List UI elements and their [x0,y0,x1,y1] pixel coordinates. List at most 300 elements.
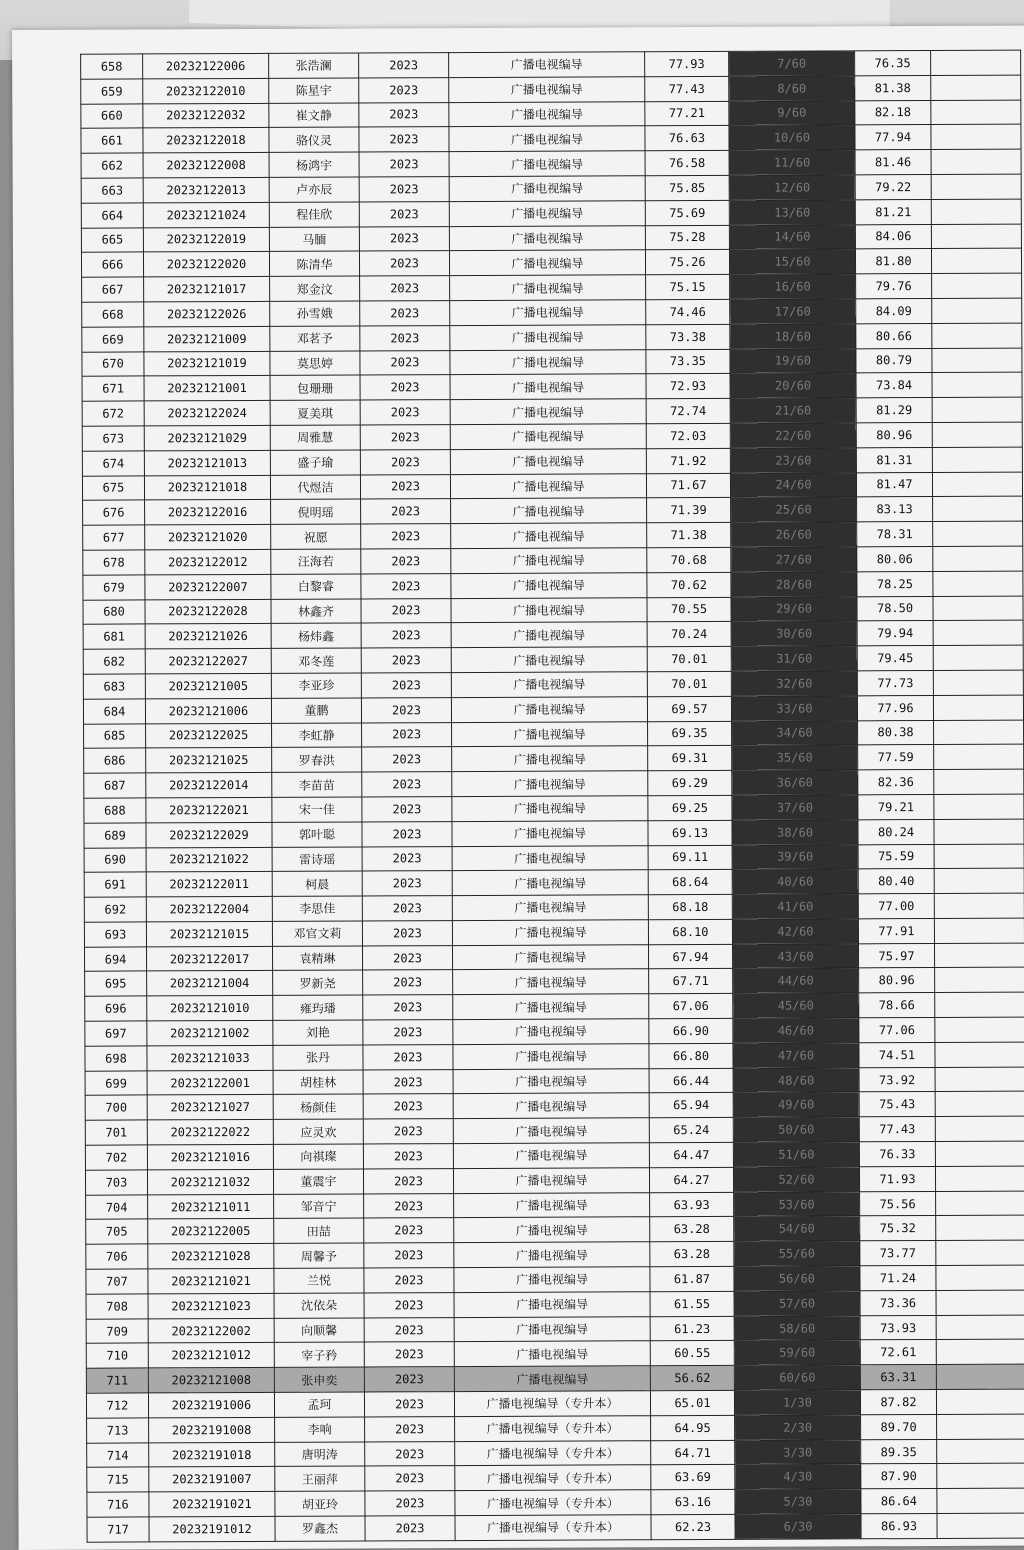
row-number-cell: 658 [81,54,143,79]
grade-year-cell: 2023 [363,970,453,995]
score-cell: 71.92 [646,448,730,473]
name-cell: 柯晨 [272,871,362,896]
major-cell: 广播电视编导 [449,151,645,177]
major-cell: 广播电视编导 [454,1316,650,1342]
score-cell: 70.01 [647,671,731,696]
rank-cell: 1/30 [734,1390,860,1415]
student-id-cell: 20232191012 [149,1516,275,1541]
empty-cell [933,571,1023,596]
total-score-cell: 77.91 [858,918,934,943]
student-id-cell: 20232121006 [145,698,271,723]
major-cell: 广播电视编导（专升本） [455,1440,651,1466]
name-cell: 周雅慧 [270,425,360,450]
row-number-cell: 696 [85,996,147,1021]
rank-cell: 16/60 [730,274,856,299]
rank-cell: 28/60 [731,572,857,597]
student-id-cell: 20232122027 [145,648,271,673]
total-score-cell: 76.35 [855,50,931,75]
name-cell: 倪明瑶 [271,499,361,524]
total-score-cell: 81.46 [855,150,931,175]
row-number-cell: 665 [81,228,143,253]
total-score-cell: 80.38 [858,720,934,745]
score-cell: 66.44 [649,1068,733,1093]
total-score-cell: 73.84 [856,373,932,398]
major-cell: 广播电视编导 [452,895,648,921]
row-number-cell: 662 [81,153,143,178]
student-id-cell: 20232191007 [149,1467,275,1492]
rank-cell: 21/60 [730,398,856,423]
row-number-cell: 671 [82,376,144,401]
empty-cell [934,844,1024,869]
grade-year-cell: 2023 [361,598,451,623]
student-id-cell: 20232121021 [148,1268,274,1293]
score-cell: 69.25 [648,795,732,820]
grade-year-cell: 2023 [360,375,450,400]
row-number-cell: 711 [86,1368,148,1393]
major-cell: 广播电视编导 [450,424,646,450]
grade-year-cell: 2023 [365,1466,455,1491]
total-score-cell: 81.21 [855,199,931,224]
row-number-cell: 678 [83,550,145,575]
major-cell: 广播电视编导 [451,672,647,698]
rank-cell: 48/60 [733,1067,859,1092]
grade-year-cell: 2023 [364,1268,454,1293]
row-number-cell: 685 [84,723,146,748]
major-cell: 广播电视编导 [454,1242,650,1268]
row-number-cell: 686 [84,748,146,773]
name-cell: 王丽萍 [275,1466,365,1491]
rank-cell: 41/60 [732,894,858,919]
major-cell: 广播电视编导 [449,225,645,251]
row-number-cell: 717 [87,1517,149,1542]
row-number-cell: 668 [82,302,144,327]
empty-cell [933,620,1023,645]
rank-cell: 24/60 [730,472,856,497]
score-cell: 77.21 [645,101,729,126]
total-score-cell: 87.82 [860,1390,936,1415]
name-cell: 袁精琳 [272,946,362,971]
name-cell: 李虹静 [272,722,362,747]
name-cell: 兰悦 [274,1268,364,1293]
grade-year-cell: 2023 [359,53,449,78]
name-cell: 骆仪灵 [269,127,359,152]
major-cell: 广播电视编导 [453,1093,649,1119]
row-number-cell: 669 [82,327,144,352]
grade-year-cell: 2023 [362,846,452,871]
total-score-cell: 78.66 [859,993,935,1018]
empty-cell [934,943,1024,968]
empty-cell [936,1315,1024,1340]
student-id-cell: 20232121005 [145,673,271,698]
name-cell: 孟珂 [274,1392,364,1417]
rank-cell: 35/60 [732,745,858,770]
rank-cell: 32/60 [731,671,857,696]
grade-year-cell: 2023 [361,623,451,648]
row-number-cell: 687 [84,773,146,798]
row-number-cell: 700 [85,1095,147,1120]
name-cell: 邓茗予 [270,326,360,351]
empty-cell [937,1414,1024,1439]
row-number-cell: 701 [85,1120,147,1145]
major-cell: 广播电视编导 [454,1341,650,1367]
total-score-cell: 77.94 [855,125,931,150]
student-id-cell: 20232122005 [148,1219,274,1244]
grade-year-cell: 2023 [362,722,452,747]
empty-cell [936,1290,1024,1315]
name-cell: 罗新尧 [273,970,363,995]
rank-cell: 39/60 [732,844,858,869]
total-score-cell: 75.32 [860,1216,936,1241]
empty-cell [932,273,1022,298]
name-cell: 程佳欣 [269,202,359,227]
grade-year-cell: 2023 [359,102,449,127]
row-number-cell: 661 [81,128,143,153]
row-number-cell: 680 [83,599,145,624]
score-cell: 76.58 [645,151,729,176]
score-cell: 56.62 [650,1366,734,1391]
rank-cell: 45/60 [733,993,859,1018]
name-cell: 田喆 [274,1218,364,1243]
rank-cell: 33/60 [731,696,857,721]
table-row [87,1513,1024,1542]
rank-cell: 5/30 [735,1489,861,1514]
rank-cell: 7/60 [729,51,855,76]
score-cell: 73.35 [646,349,730,374]
total-score-cell: 71.93 [859,1166,935,1191]
total-score-cell: 75.97 [858,943,934,968]
score-cell: 71.39 [647,498,731,523]
empty-cell [934,720,1024,745]
grade-year-cell: 2023 [364,1243,454,1268]
total-score-cell: 78.31 [857,522,933,547]
major-cell: 广播电视编导 [452,721,648,747]
total-score-cell: 81.29 [856,398,932,423]
rank-cell: 53/60 [734,1191,860,1216]
name-cell: 张申奕 [274,1367,364,1392]
row-number-cell: 707 [86,1269,148,1294]
score-cell: 68.18 [648,894,732,919]
empty-cell [932,447,1022,472]
student-id-cell: 20232121001 [144,376,270,401]
major-cell: 广播电视编导 [454,1292,650,1318]
student-id-cell: 20232122029 [146,822,272,847]
major-cell: 广播电视编导 [451,647,647,673]
score-cell: 64.95 [651,1415,735,1440]
empty-cell [932,422,1022,447]
empty-cell [931,100,1021,125]
row-number-cell: 664 [81,203,143,228]
major-cell: 广播电视编导 [449,176,645,202]
score-cell: 67.94 [648,944,732,969]
rank-cell: 9/60 [729,100,855,125]
score-cell: 63.28 [650,1242,734,1267]
rank-cell: 37/60 [732,795,858,820]
rank-cell: 54/60 [734,1216,860,1241]
row-number-cell: 667 [82,277,144,302]
student-id-cell: 20232122022 [147,1120,273,1145]
student-id-cell: 20232121013 [144,450,270,475]
major-cell: 广播电视编导（专升本） [455,1465,651,1491]
empty-cell [936,1240,1024,1265]
major-cell: 广播电视编导 [449,77,645,103]
score-cell: 65.01 [650,1390,734,1415]
name-cell: 张丹 [273,1045,363,1070]
student-id-cell: 20232121032 [147,1169,273,1194]
grade-year-cell: 2023 [361,673,451,698]
student-id-cell: 20232121033 [147,1045,273,1070]
name-cell: 胡亚玲 [275,1491,365,1516]
name-cell: 代煜洁 [270,475,360,500]
major-cell: 广播电视编导 [453,969,649,995]
empty-cell [935,992,1024,1017]
grade-year-cell: 2023 [360,350,450,375]
major-cell: 广播电视编导 [452,771,648,797]
grade-year-cell: 2023 [361,648,451,673]
grade-year-cell: 2023 [363,1119,453,1144]
row-number-cell: 703 [85,1170,147,1195]
empty-cell [936,1364,1024,1389]
total-score-cell: 63.31 [860,1365,936,1390]
score-cell: 70.55 [647,597,731,622]
student-id-cell: 20232191008 [149,1417,275,1442]
student-id-cell: 20232121010 [147,996,273,1021]
row-number-cell: 699 [85,1071,147,1096]
major-cell: 广播电视编导 [454,1366,650,1392]
row-number-cell: 673 [82,426,144,451]
total-score-cell: 89.70 [861,1414,937,1439]
row-number-cell: 684 [83,699,145,724]
row-number-cell: 712 [86,1393,148,1418]
grade-year-cell: 2023 [359,226,449,251]
row-number-cell: 693 [84,922,146,947]
student-id-cell: 20232122011 [146,872,272,897]
student-id-cell: 20232191021 [149,1492,275,1517]
score-cell: 71.38 [647,523,731,548]
major-cell: 广播电视编导 [450,448,646,474]
student-id-cell: 20232121016 [147,1144,273,1169]
empty-cell [934,868,1024,893]
total-score-cell: 78.50 [857,596,933,621]
major-cell: 广播电视编导 [450,275,646,301]
grade-year-cell: 2023 [359,77,449,102]
rank-cell: 47/60 [733,1043,859,1068]
grade-year-cell: 2023 [363,1144,453,1169]
total-score-cell: 86.93 [861,1513,937,1538]
total-score-cell: 80.40 [858,869,934,894]
row-number-cell: 690 [84,847,146,872]
empty-cell [937,1439,1024,1464]
rank-cell: 59/60 [734,1340,860,1365]
grade-year-cell: 2023 [365,1491,455,1516]
student-id-cell: 20232121024 [143,202,269,227]
name-cell: 张浩澜 [269,53,359,78]
empty-cell [932,323,1022,348]
score-cell: 76.63 [645,126,729,151]
score-cell: 60.55 [650,1341,734,1366]
student-id-cell: 20232121022 [146,847,272,872]
total-score-cell: 71.24 [860,1266,936,1291]
name-cell: 李苗苗 [272,772,362,797]
score-cell: 61.55 [650,1291,734,1316]
row-number-cell: 666 [81,252,143,277]
student-id-cell: 20232121026 [145,624,271,649]
name-cell: 邓冬莲 [271,648,361,673]
score-table [80,50,1024,1543]
total-score-cell: 79.22 [855,174,931,199]
rank-cell: 30/60 [731,621,857,646]
row-number-cell: 683 [83,674,145,699]
rank-cell: 51/60 [733,1142,859,1167]
rank-cell: 26/60 [731,522,857,547]
major-cell: 广播电视编导 [452,845,648,871]
major-cell: 广播电视编导 [450,473,646,499]
score-cell: 64.71 [651,1440,735,1465]
major-cell: 广播电视编导 [454,1192,650,1218]
grade-year-cell: 2023 [359,177,449,202]
empty-cell [936,1216,1024,1241]
total-score-cell: 82.18 [855,100,931,125]
total-score-cell: 87.90 [861,1464,937,1489]
grade-year-cell: 2023 [364,1392,454,1417]
score-cell: 70.68 [647,547,731,572]
rank-cell: 44/60 [733,968,859,993]
rank-cell: 36/60 [732,770,858,795]
total-score-cell: 81.31 [856,447,932,472]
rank-cell: 38/60 [732,820,858,845]
grade-year-cell: 2023 [362,871,452,896]
total-score-cell: 77.43 [859,1117,935,1142]
empty-cell [931,248,1021,273]
grade-year-cell: 2023 [359,251,449,276]
row-number-cell: 694 [85,947,147,972]
empty-cell [934,918,1024,943]
rank-cell: 4/30 [735,1464,861,1489]
row-number-cell: 708 [86,1294,148,1319]
rank-cell: 12/60 [729,175,855,200]
name-cell: 卢亦辰 [269,177,359,202]
major-cell: 广播电视编导 [450,374,646,400]
rank-cell: 19/60 [730,348,856,373]
name-cell: 杨炜鑫 [271,623,361,648]
student-id-cell: 20232122021 [146,797,272,822]
row-number-cell: 672 [82,401,144,426]
student-id-cell: 20232122025 [146,723,272,748]
total-score-cell: 73.93 [860,1315,936,1340]
grade-year-cell: 2023 [363,1094,453,1119]
empty-cell [931,124,1021,149]
empty-cell [933,670,1023,695]
score-cell: 64.27 [649,1167,733,1192]
student-id-cell: 20232122012 [145,549,271,574]
major-cell: 广播电视编导 [450,399,646,425]
name-cell: 董震宇 [273,1169,363,1194]
major-cell: 广播电视编导 [451,523,647,549]
total-score-cell: 80.66 [856,323,932,348]
rank-cell: 23/60 [730,448,856,473]
name-cell: 雍玙璠 [273,995,363,1020]
student-id-cell: 20232121019 [144,351,270,376]
total-score-cell: 86.64 [861,1489,937,1514]
rank-cell: 43/60 [732,944,858,969]
major-cell: 广播电视编导 [454,1217,650,1243]
score-cell: 73.38 [646,324,730,349]
rank-cell: 40/60 [732,869,858,894]
major-cell: 广播电视编导 [450,325,646,351]
score-cell: 71.67 [646,473,730,498]
row-number-cell: 691 [84,872,146,897]
empty-cell [933,496,1023,521]
score-cell: 67.06 [649,994,733,1019]
student-id-cell: 20232121028 [148,1244,274,1269]
student-id-cell: 20232122028 [145,599,271,624]
empty-cell [936,1389,1024,1414]
rank-cell: 49/60 [733,1092,859,1117]
name-cell: 向祺璨 [273,1144,363,1169]
student-id-cell: 20232191018 [149,1442,275,1467]
empty-cell [937,1488,1024,1513]
student-id-cell: 20232122017 [147,946,273,971]
name-cell: 杨颜佳 [273,1094,363,1119]
empty-cell [932,348,1022,373]
score-cell: 64.47 [649,1142,733,1167]
major-cell: 广播电视编导 [451,548,647,574]
major-cell: 广播电视编导 [452,820,648,846]
row-number-cell: 710 [86,1343,148,1368]
name-cell: 盛子瑜 [270,450,360,475]
row-number-cell: 689 [84,823,146,848]
rank-cell: 11/60 [729,150,855,175]
rank-cell: 13/60 [729,200,855,225]
empty-cell [935,1141,1024,1166]
rank-cell: 20/60 [730,373,856,398]
rank-cell: 22/60 [730,423,856,448]
grade-year-cell: 2023 [363,1168,453,1193]
name-cell: 包珊珊 [270,375,360,400]
rank-cell: 25/60 [731,497,857,522]
name-cell: 陈清华 [269,251,359,276]
major-cell: 广播电视编导 [450,349,646,375]
major-cell: 广播电视编导 [454,1267,650,1293]
score-cell: 77.93 [645,51,729,76]
grade-year-cell: 2023 [359,201,449,226]
name-cell: 林鑫齐 [271,599,361,624]
empty-cell [931,199,1021,224]
rank-cell: 29/60 [731,596,857,621]
student-id-cell: 20232122018 [143,128,269,153]
name-cell: 向顺馨 [274,1318,364,1343]
grade-year-cell: 2023 [360,425,450,450]
major-cell: 广播电视编导 [449,52,645,78]
score-cell: 74.46 [646,299,730,324]
student-id-cell: 20232121027 [147,1095,273,1120]
major-cell: 广播电视编导（专升本） [455,1416,651,1442]
row-number-cell: 674 [82,451,144,476]
total-score-cell: 78.25 [857,571,933,596]
grade-year-cell: 2023 [362,796,452,821]
rank-cell: 57/60 [734,1291,860,1316]
empty-cell [931,75,1021,100]
score-cell: 77.43 [645,76,729,101]
grade-year-cell: 2023 [360,276,450,301]
rank-cell: 58/60 [734,1315,860,1340]
name-cell: 马腼 [269,227,359,252]
row-number-cell: 659 [81,79,143,104]
rank-cell: 42/60 [732,919,858,944]
student-id-cell: 20232121029 [144,425,270,450]
major-cell: 广播电视编导 [451,498,647,524]
major-cell: 广播电视编导 [453,1168,649,1194]
total-score-cell: 77.00 [858,894,934,919]
